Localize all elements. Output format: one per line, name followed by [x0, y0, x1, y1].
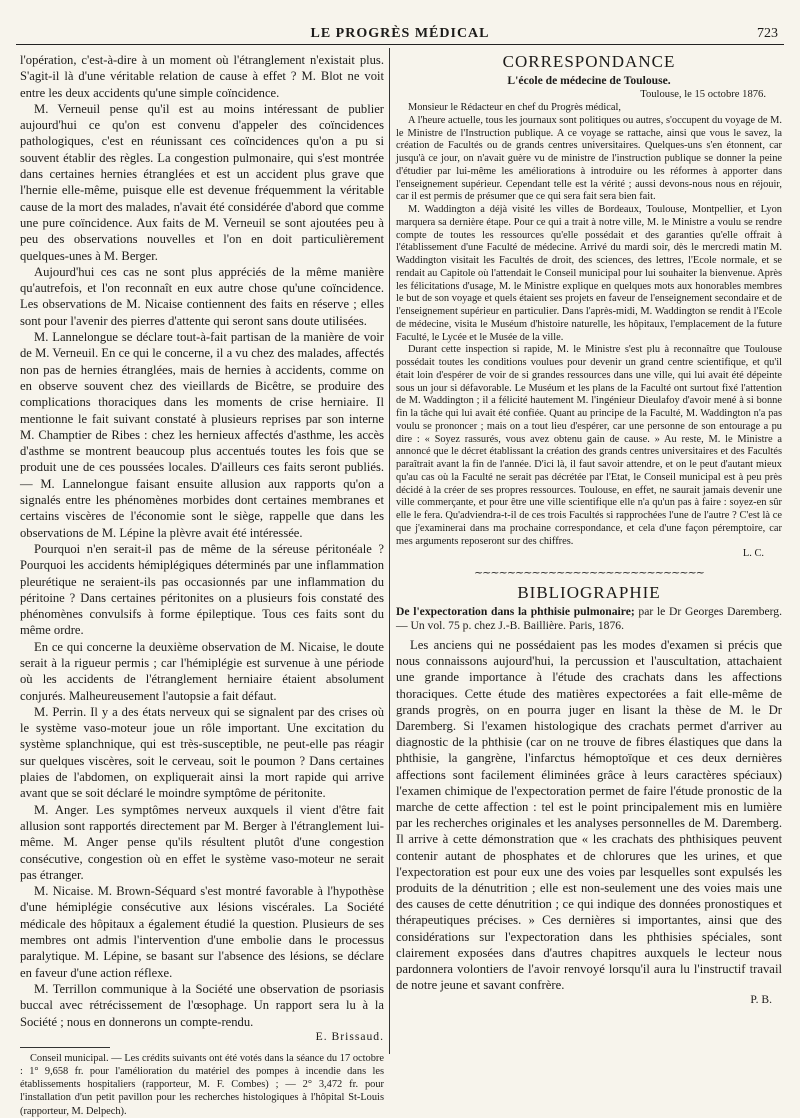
journal-title: LE PROGRÈS MÉDICAL — [310, 26, 490, 41]
article-paragraph: M. Verneuil pense qu'il est au moins intéressant de publier aujourd'hui ce qu'on est convenu d'appeler des coïncidences pathologiques, c'est en réunissant ces coïncidences qu'on a pu si souvent établir des règles. La congestion pulmonaire, qui s'est montrée dans certaines hernies étranglées et est un accident plus grave que l'hernie elle-même, puisque elle est devenue fréquemment la véritable cause de la mort des malades, n'avait été considérée d'abord que comme une pure coïncidence. Aux faits de M. Verneuil se sont ajoutées peu à peu des observations nouvelles et l'on en doit particulièrement quelques-unes à M. Berger. — [20, 101, 384, 263]
column-divider — [389, 48, 390, 1054]
article-paragraph: M. Nicaise. M. Brown-Séquard s'est montré favorable à l'hypothèse d'une hémiplégie consécutive aux lésions viscérales. La Société médicale des hôpitaux a également étudié la question. Plusieurs de ses membres ont admis l'intervention d'une embolie dans le processus paralytique. M. Lépine, se basant sur l'absence des lésions, se déclare en faveur d'une action réflexe. — [20, 884, 384, 980]
article-paragraph: M. Anger. Les symptômes nerveux auxquels il vient d'être fait allusion sont rapportés directement par M. Berger à l'étranglement lui-même. M. Anger pense qu'ils résultent plutôt d'une congestion consécutive, congestion où en effet le système vaso-moteur ne serait pas étranger. — [20, 802, 384, 882]
place-date: Toulouse, le 15 octobre 1876. — [640, 89, 766, 100]
letter-paragraph: Durant cette inspection si rapide, M. le Ministre s'est plu à reconnaître que Toulouse possédait toutes les conditions voulues pour devenir un grand centre scientifique, et qu'il était loin d'espérer de voir de si grandes ressources dans une ville, qui lui avait été dépeinte sous un jour si défavorable. Le Muséum et les plans de la Faculté ont surtout fixé l'attention de M. Waddington ; il a félicité hautement M. l'ingénieur Dieulafoy d'avoir mené à si bonne fin la tâche qui lui avait été confiée. Quant au principe de la Faculté, M. Waddington n'a pas voulu se prononcer ; mais on a tout lieu d'espérer, car une personne de son entourage a pu dire : « Soyez rassurés, vous avez obtenu gain de cause. » Au reste, M. le Ministre a annoncé que le décret établissant la création des grands centres universitaires et des Facultés paraîtrait avant la fin de l'année. D'ici là, il faut savoir attendre, et on le peut d'autant mieux qu'au cas où la Faculté ne serait pas décrétée par l'Etat, le Conseil municipal est à peu près décidé à la créer de ses propres ressources. Toulouse, en effet, ne saurait jamais devenir une ville commerçante, et pour être une ville scientifique elle n'a qu'un pas à faire : soyez-en sûr elle le fera. Qu'adviendra-t-il de ces trois Facultés si rapprochées l'une de l'autre ? C'est là ce que j'examinerai dans ma prochaine correspondance, et cela d'une façon péremptoire, car mes arguments reposeront sur des chiffres. — [396, 344, 782, 547]
letter-paragraph: M. Waddington a déjà visité les villes de Bordeaux, Toulouse, Montpellier, et Lyon marquera sa dernière étape. Pour ce qui a trait à notre ville, M. le Ministre a voulu se rendre compte de toutes les ressources qu'elle possédait et des garanties qu'elle offrait à l'établissement d'une Faculté de médecine. Arrivé du mardi soir, dès le mercredi matin M. Waddington visitait les Facultés de droit, des sciences, des lettres, l'Ecole normale, et se rendait au Capitole où l'attendait le Conseil municipal pour lui souhaiter la bienvenue. Après les félicitations d'usage, M. le Ministre explique en quelques mots aux honorables membres le but de son voyage et quels étaient ses projets en faveur de l'enseignement secondaire et de l'enseignement supérieur en particulier. Dans l'après-midi, M. Waddington se rendit à l'Ecole de médecine, visita le Muséum d'histoire naturelle, les hôpitaux, l'emplacement de la future Faculté, le Lycée et le Musée de la ville. — [396, 204, 782, 343]
article-paragraph: Aujourd'hui ces cas ne sont plus appréciés de la même manière qu'autrefois, et l'on reconnaît en eux autre chose qu'une coïncidence. Les observations de M. Nicaise contiennent des faits en réserve ; elles sont pour l'avenir des pierres d'attente qui seront sans doute utilisées. — [20, 264, 384, 328]
letter-signature: L. C. — [742, 548, 764, 560]
header-rule — [16, 44, 784, 45]
letter-paragraph: A l'heure actuelle, tous les journaux sont politiques ou autres, s'occupent du voyage de M. le Ministre de l'Instruction publique. A ce voyage se rattache, ainsi que vous le savez, la création de Facultés ou de grands centres universitaires. Quelques-uns s'en étonnent, car jusqu'à ce jour, on n'avait guère vu de ministre de l'instruction publique se donner la peine d'étudier par lui-même les améliorations à introduire ou les réformes à apporter dans l'enseignement supérieur. Cependant telle est la vérité ; aussi devons-nous nous en réjouir, car il est permis de présumer que ce qui sera fait sera bien fait. — [396, 114, 782, 203]
article-paragraph: En ce qui concerne la deuxième observation de M. Nicaise, le doute serait à la rigueur permis ; car l'hémiplégie est survenue à une période où les accidents de l'étranglement herniaire étaient absolument conjurés. Malheureusement l'autopsie a fait défaut. — [20, 639, 384, 703]
page-header — [16, 24, 784, 46]
correspondance-subtitle: L'école de médecine de Toulouse. — [507, 74, 671, 87]
left-column — [20, 52, 384, 1117]
letter-paragraph: Monsieur le Rédacteur en chef du Progrès médical, — [408, 102, 621, 113]
council-note: Conseil municipal. — Les crédits suivants ont été votés dans la séance du 17 octobre : 1° 9,658 fr. pour l'amélioration du matériel des pompes à incendie dans les établissements hospitaliers (rapporteur, M. F. Combes) ; — 2° 3,472 fr. pour l'installation d'un petit pavillon pour les recherches histologiques à l'hôpital St-Louis (rapporteur, M. Delpech). — [20, 1052, 384, 1117]
bibliography-entry — [396, 605, 782, 633]
review-signature: P. B. — [750, 993, 772, 1007]
bibliography-entry-title: De l'expectoration dans la phthisie pulmonaire; — [396, 605, 635, 618]
article-paragraph: M. Lannelongue se déclare tout-à-fait partisan de la manière de voir de M. Verneuil. En ce qui le concerne, il a vu chez des malades, affectés non pas de hernies étranglées, mais de hernies à accidents, comme on en observe souvent chez des vieillards de Bicêtre, se produire des complications thoraciques dans les moments de crise herniaire. Il mentionne le fait suivant constaté à plusieurs reprises par son interne M. Champtier de Ribes : chez les hernieux affectés d'asthme, les accès d'asthme se montrent beaucoup plus accentués toutes les fois que se produit une de ces poussées locales. D'ailleurs ces faits seront publiés. — M. Lannelongue faisant ensuite allusion aux rapports qu'on a signalés entre les phénomènes morbides dont certaines membranes et certains viscères de l'économie sont le siège, rappelle que dans les observations de M. Lépine la plèvre avait été intéressée. — [20, 330, 384, 540]
page-number: 723 — [757, 26, 778, 41]
bibliographie-title: BIBLIOGRAPHIE — [517, 583, 661, 602]
bibliography-entry-ref: par le Dr Georges Daremberg. — Un vol. 75 p. chez J.-B. Baillière. Paris, 1876. — [396, 605, 782, 632]
correspondance-title: CORRESPONDANCE — [502, 52, 676, 71]
review-paragraph: Les anciens qui ne possédaient pas les modes d'examen si précis que nous connaissons aujourd'hui, la percussion et l'auscultation, attachaient une grande importance à l'étude des crachats dans les affections thoraciques. Cette étude des matières expectorées a fait elle-même de grands progrès, on en pourra juger en lisant la thèse de M. le Dr Daremberg. Si l'examen histologique des crachats permet d'arriver au diagnostic de la phthisie (car on ne trouve de fibres élastiques que dans la phthisie, la gangrène, l'infarctus hémoptoïque et ces deux dernières affections sont facilement éliminées grâce à leurs caractères spéciaux) l'examen chimique de l'expectoration permet de faire l'étude pronostic de la marche de cette affection : tel est le point principalement mis en lumière par les recherches originales et les analyses personnelles de M. Daremberg. Il arrive à cette démonstration que « les crachats des phthisiques peuvent contenir autant de phosphates et de chlorures que les urines, et que l'expectoration est pour eux une des voies par lesquelles sont expulsés les produits de la dénutrition ; elle est non-seulement une des voies mais une des causes de cette dénutrition ; ce qui indique des données pronostiques et thérapeutiques précises. » Ces dernières si importantes, ainsi que des considérations sur l'expectoration dans les phthisies spéciales, sont clairement exposées dans d'autres chapitres auxquels le lecteur nous pardonnera volontiers de l'avoir renvoyé lorsqu'il aura lu l'instructif travail de notre jeune et savant confrère. — [396, 638, 782, 993]
article-signature: E. Brissaud. — [315, 1029, 384, 1043]
article-paragraph: M. Terrillon communique à la Société une observation de psoriasis buccal avec rétrécissement de l'œsophage. Un rapport sera lu à la Société ; nous en donnerons un compte-rendu. — [20, 981, 384, 1029]
ornament-divider: ~~~~~~~~~~~~~~~~~~~~~~~~~~~~ — [473, 566, 705, 579]
article-paragraph: M. Perrin. Il y a des états nerveux qui se signalent par des crises où le système vaso-moteur joue un rôle important. Une excitation du système splanchnique, qui est très-susceptible, ne peut-elle pas réagir sur quelques viscères, soit le cerveau, soit le poumon ? Dans certaines plaies de l'abdomen, on expliquerait ainsi la mort rapide qui arrive avant que se soit déclaré le moindre symptôme de péritonite. — [20, 704, 384, 801]
article-paragraph: l'opération, c'est-à-dire à un moment où l'étranglement n'existait plus. S'agit-il là d'une véritable relation de cause à effet ? M. Blot ne voit entre les deux accidents qu'une simple coïncidence. — [20, 53, 384, 100]
footnote-rule — [20, 1047, 110, 1048]
article-paragraph: Pourquoi n'en serait-il pas de même de la séreuse péritonéale ? Pourquoi les accidents hémiplégiques déterminés par une inflammation pleurétique ne seraient-ils pas occasionnés par une inflammation du péritoine ? Dans certaines péritonites on a plusieurs fois constaté des phénomènes convulsifs à forme épileptique. Tous ces faits sont du même ordre. — [20, 541, 384, 638]
right-column — [396, 52, 782, 1050]
